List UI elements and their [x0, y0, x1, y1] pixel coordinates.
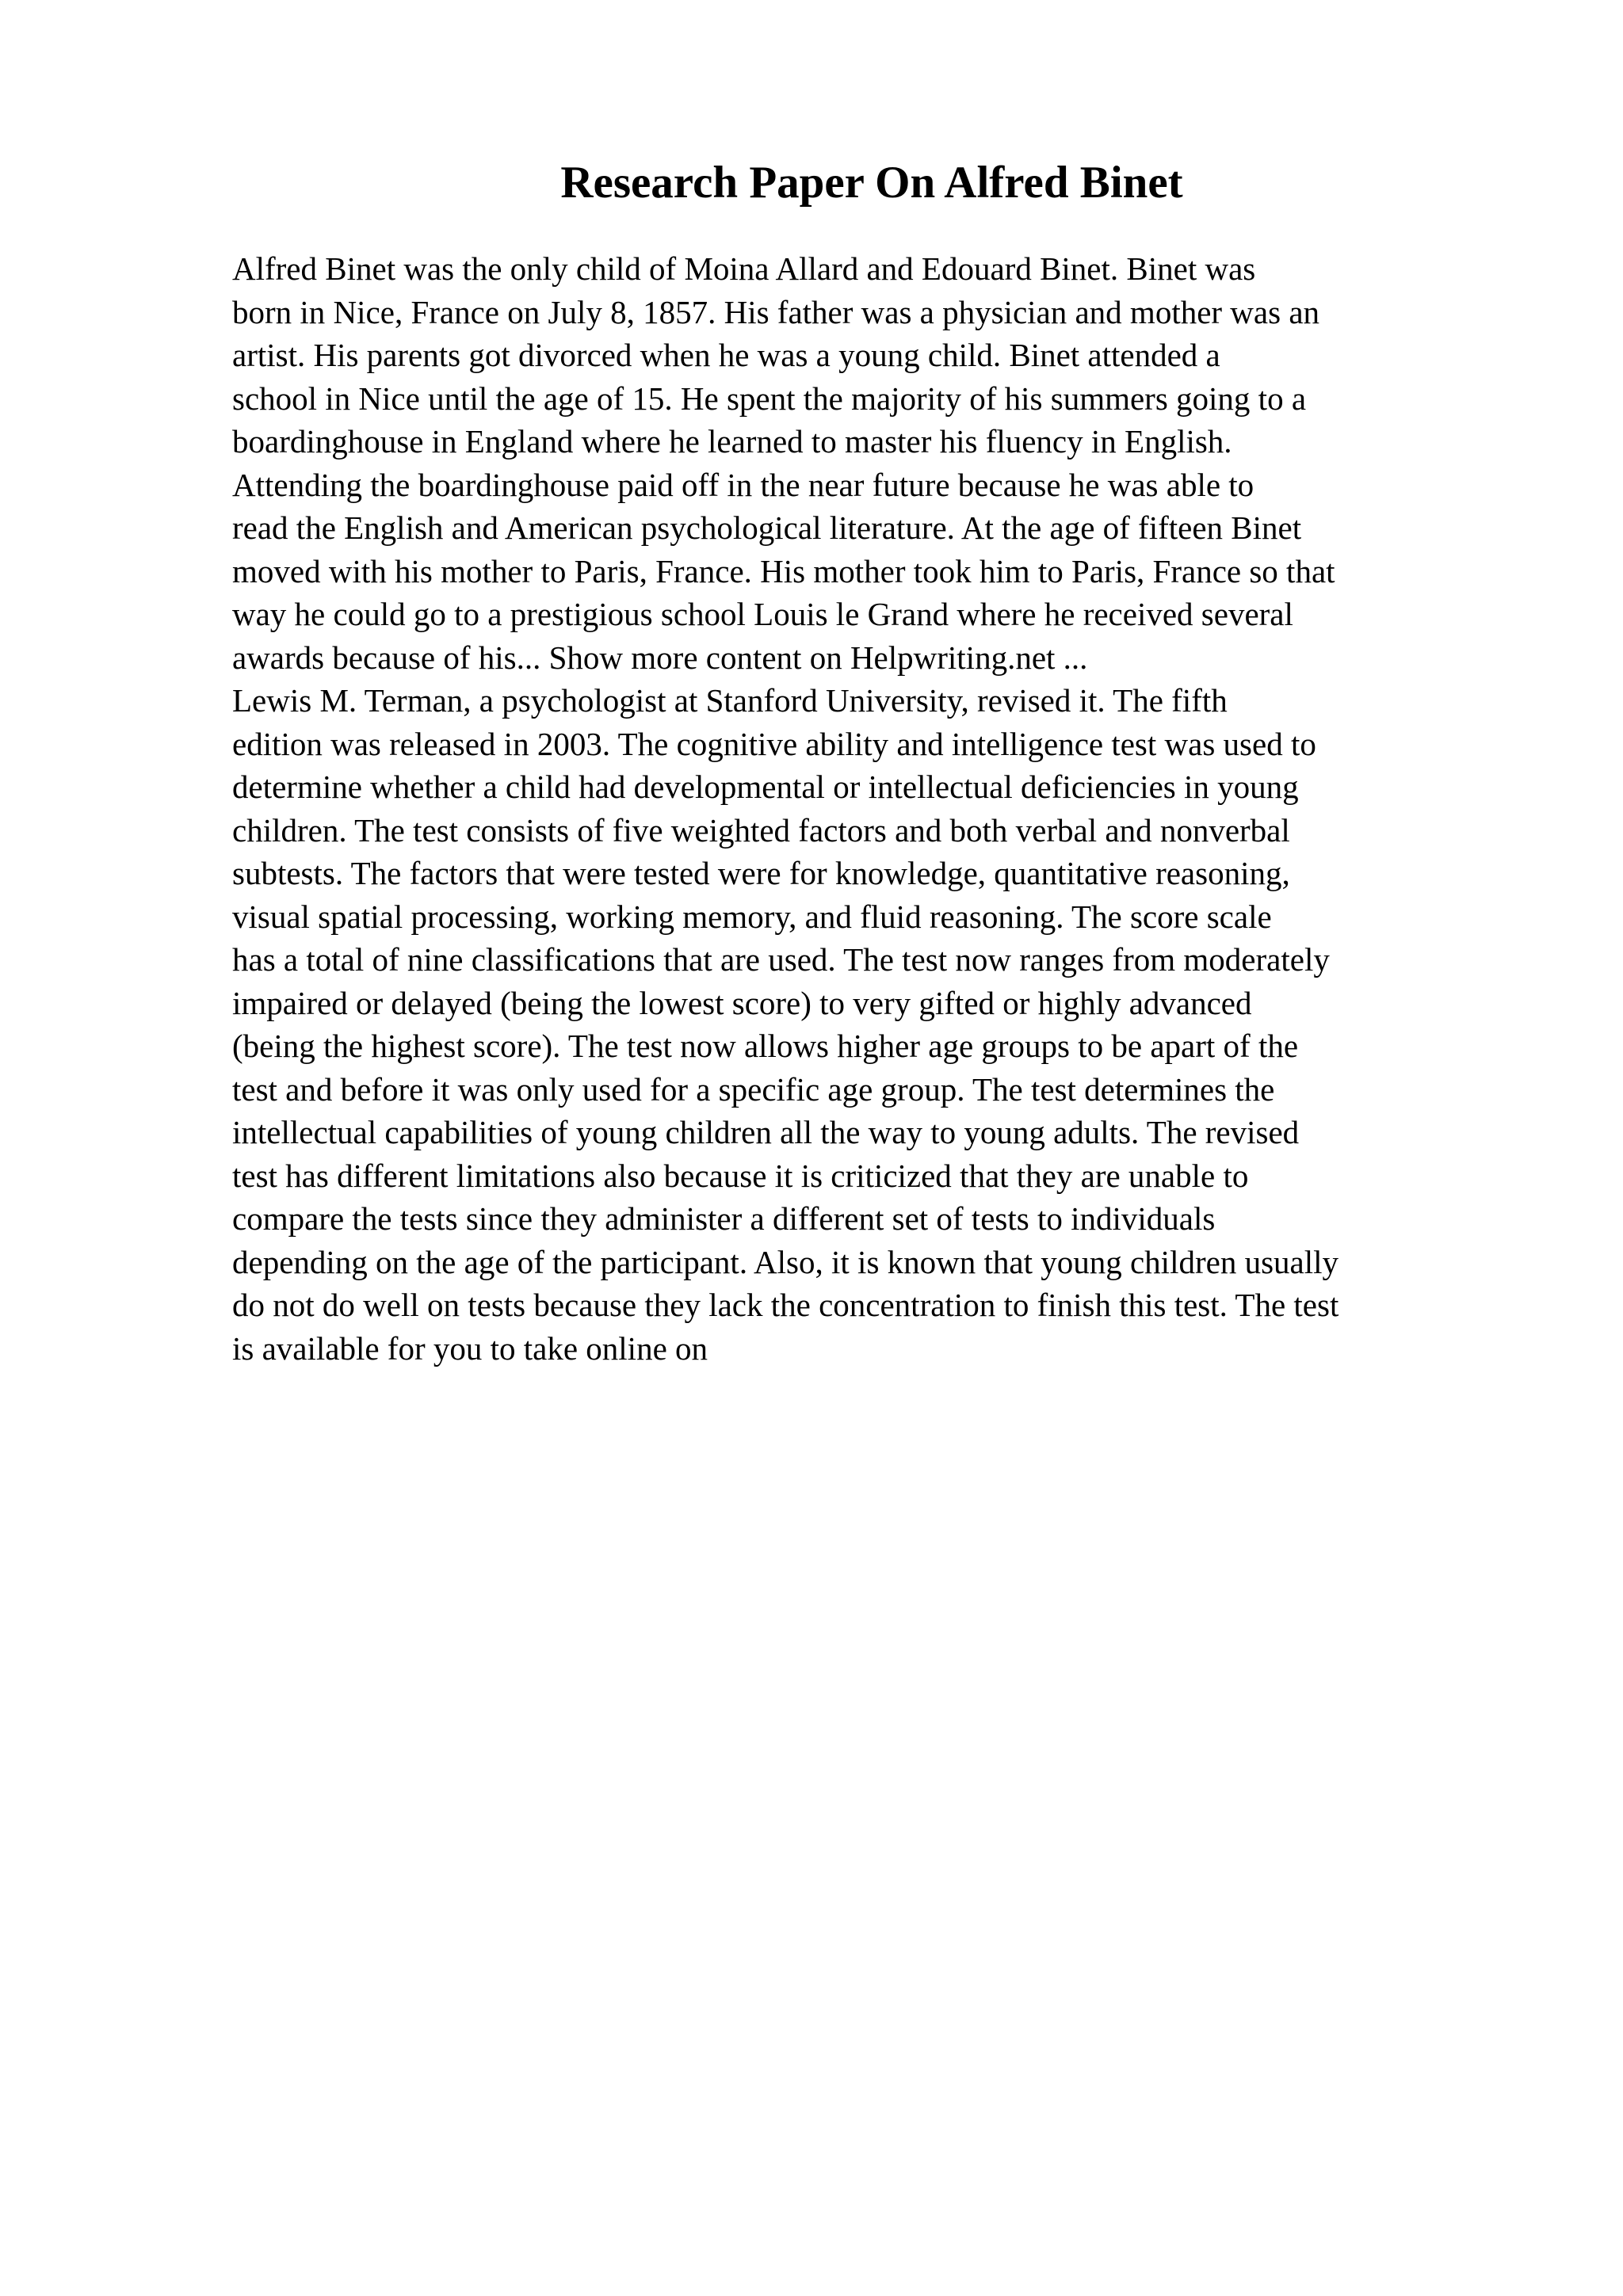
body-line: Alfred Binet was the only child of Moina Allard and Edouard Binet. Binet was — [232, 250, 1256, 287]
body-line: edition was released in 2003. The cognitive ability and intelligence test was used to — [232, 725, 1316, 762]
body-line: compare the tests since they administer a different set of tests to individuals — [232, 1200, 1216, 1237]
body-line: visual spatial processing, working memory, and fluid reasoning. The score scale — [232, 898, 1272, 935]
body-line: is available for you to take online on — [232, 1329, 708, 1367]
body-line: moved with his mother to Paris, France. His mother took him to Paris, France so that — [232, 552, 1335, 589]
body-line: impaired or delayed (being the lowest score) to very gifted or highly advanced — [232, 984, 1252, 1021]
body-line: has a total of nine classifications that are used. The test now ranges from moderately — [232, 941, 1330, 978]
body-line: depending on the age of the participant. Also, it is known that young children usually — [232, 1243, 1339, 1280]
body-line: Lewis M. Terman, a psychologist at Stanford University, revised it. The fifth — [232, 682, 1228, 719]
body-line: subtests. The factors that were tested were for knowledge, quantitative reasoning, — [232, 855, 1290, 891]
body-line: artist. His parents got divorced when he was a young child. Binet attended a — [232, 337, 1220, 373]
body-line: do not do well on tests because they lack the concentration to finish this test. The test — [232, 1287, 1339, 1323]
body-line: awards because of his... Show more content on Helpwriting.net ... — [232, 639, 1088, 676]
body-line: intellectual capabilities of young children all the way to young adults. The revised — [232, 1114, 1300, 1150]
body-line: children. The test consists of five weighted factors and both verbal and nonverbal — [232, 811, 1290, 849]
body-line: test and before it was only used for a specific age group. The test determines the — [232, 1070, 1275, 1108]
body-line: boardinghouse in England where he learned to master his fluency in English. — [232, 423, 1232, 460]
body-line: born in Nice, France on July 8, 1857. His father was a physician and mother was an — [232, 293, 1320, 330]
body-line: way he could go to a prestigious school Louis le Grand where he received several — [232, 596, 1293, 632]
body-line: Attending the boardinghouse paid off in the near future because he was able to — [232, 466, 1254, 503]
body-line: (being the highest score). The test now allows higher age groups to be apart of the — [232, 1028, 1299, 1064]
document-title: Research Paper On Alfred Binet — [560, 158, 1183, 208]
body-line: test has different limitations also because it is criticized that they are unable to — [232, 1157, 1249, 1194]
document-body — [232, 247, 1516, 1370]
body-line: read the English and American psychological literature. At the age of fifteen Binet — [232, 509, 1302, 546]
body-line: school in Nice until the age of 15. He spent the majority of his summers going to a — [232, 379, 1307, 417]
body-line: determine whether a child had developmental or intellectual deficiencies in young — [232, 769, 1299, 805]
